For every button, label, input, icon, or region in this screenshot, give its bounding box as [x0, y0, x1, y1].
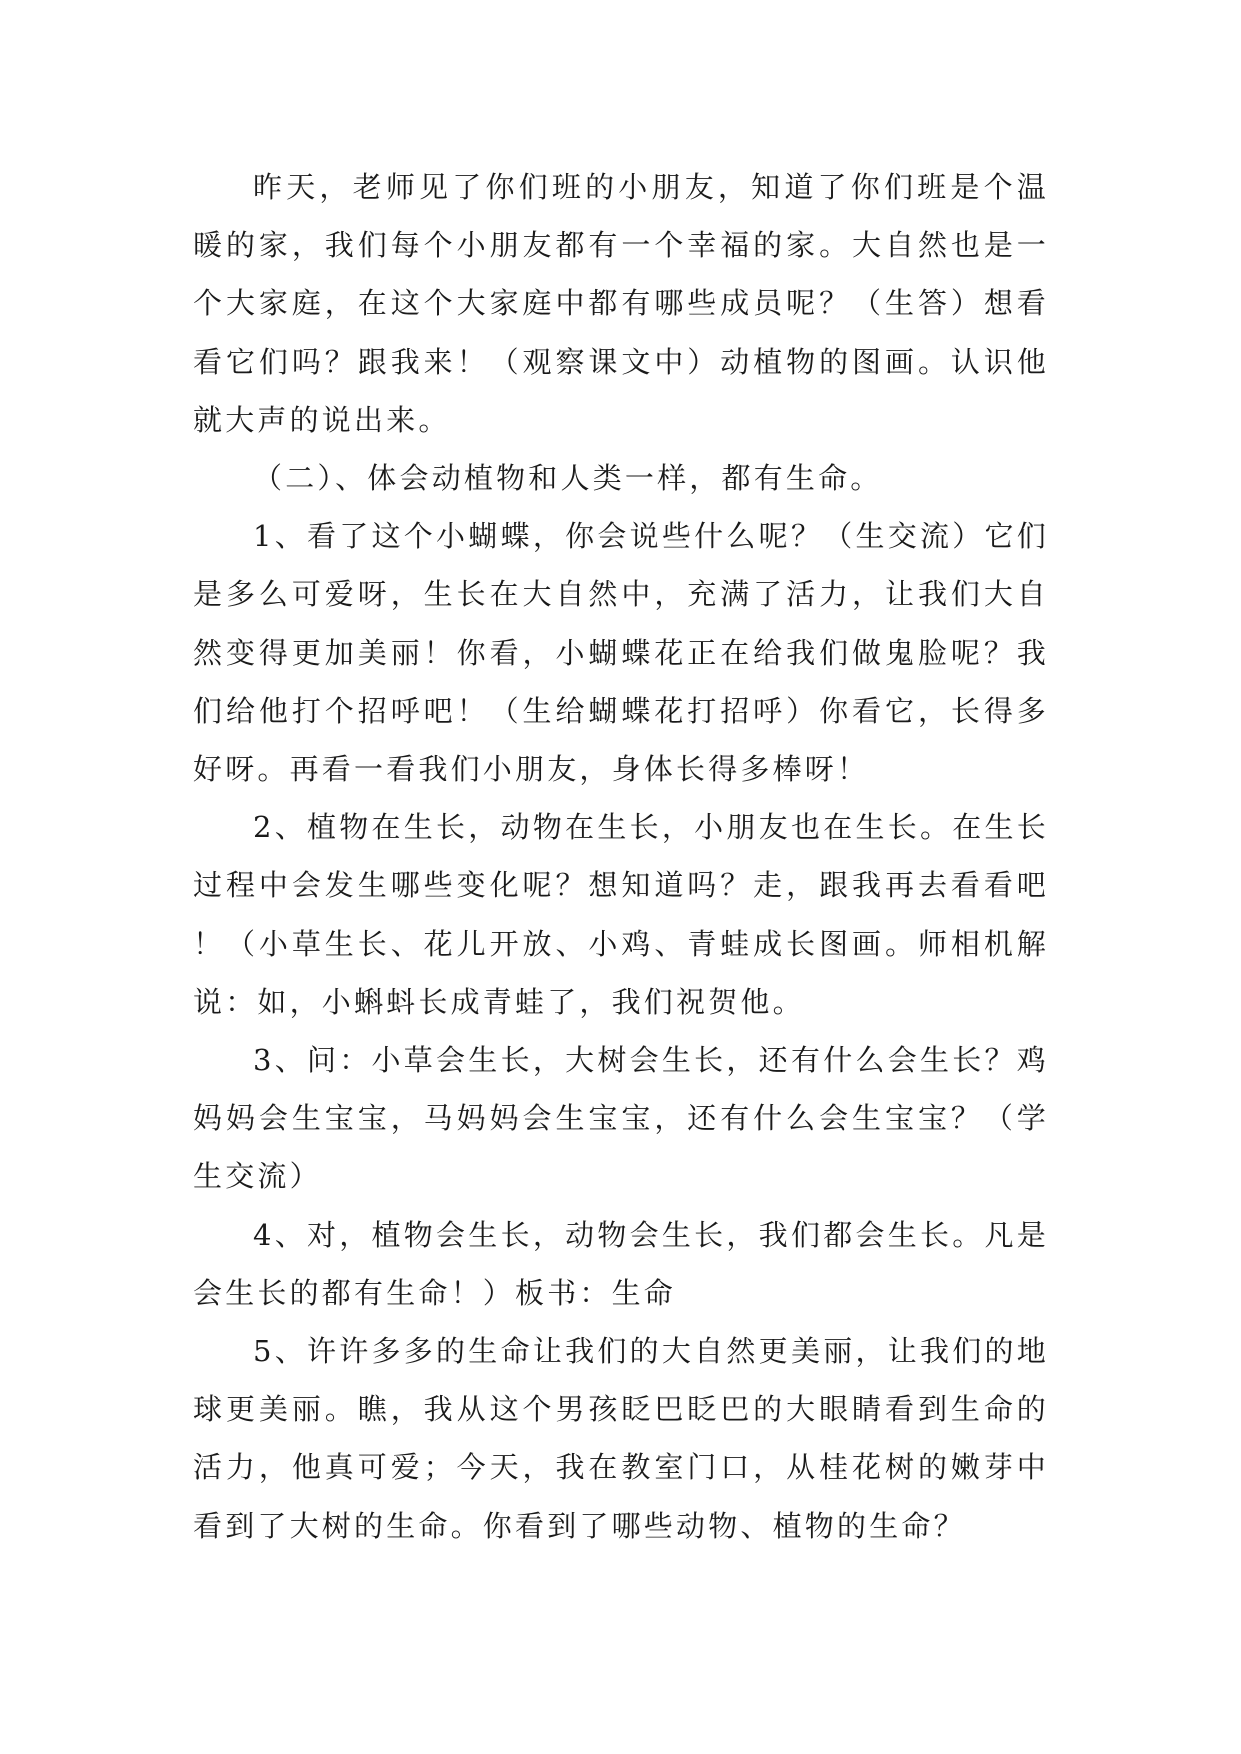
paragraph-item-5: 5、许许多多的生命让我们的大自然更美丽，让我们的地球更美丽。瞧，我从这个男孩眨巴眨巴的大眼睛看到生命的活力，他真可爱；今天，我在教室门口，从桂花树的嫩芽中看到了大树的生命。你看到了哪些动物、植物的生命？ [193, 1334, 1049, 1543]
paragraph-intro: 昨天，老师见了你们班的小朋友，知道了你们班是个温暖的家，我们每个小朋友都有一个幸福的家。大自然也是一个大家庭，在这个大家庭中都有哪些成员呢？（生答）想看看它们吗？跟我来！（观察课文中）动植物的图画。认识他就大声的说出来。 [193, 170, 1049, 437]
paragraph-item-4: 4、对，植物会生长，动物会生长，我们都会生长。凡是会生长的都有生命！）板书：生命 [193, 1217, 1049, 1310]
paragraph-item-2: 2、植物在生长，动物在生长，小朋友也在生长。在生长过程中会发生哪些变化呢？想知道吗？走，跟我再去看看吧！（小草生长、花儿开放、小鸡、青蛙成长图画。师相机解说：如，小蝌蚪长成青蛙了，我们祝贺他。 [193, 810, 1049, 1019]
paragraph-item-1: 1、看了这个小蝴蝶，你会说些什么呢？（生交流）它们是多么可爱呀，生长在大自然中，充满了活力，让我们大自然变得更加美丽！你看，小蝴蝶花正在给我们做鬼脸呢？我们给他打个招呼吧！（生给蝴蝶花打招呼）你看它，长得多好呀。再看一看我们小朋友，身体长得多棒呀！ [193, 519, 1049, 787]
paragraph-item-3: 3、问：小草会生长，大树会生长，还有什么会生长？鸡妈妈会生宝宝，马妈妈会生宝宝，还有什么会生宝宝？（学生交流） [193, 1043, 1049, 1194]
section-heading: （二）、体会动植物和人类一样，都有生命。 [253, 461, 883, 496]
document-body [193, 158, 1049, 1555]
